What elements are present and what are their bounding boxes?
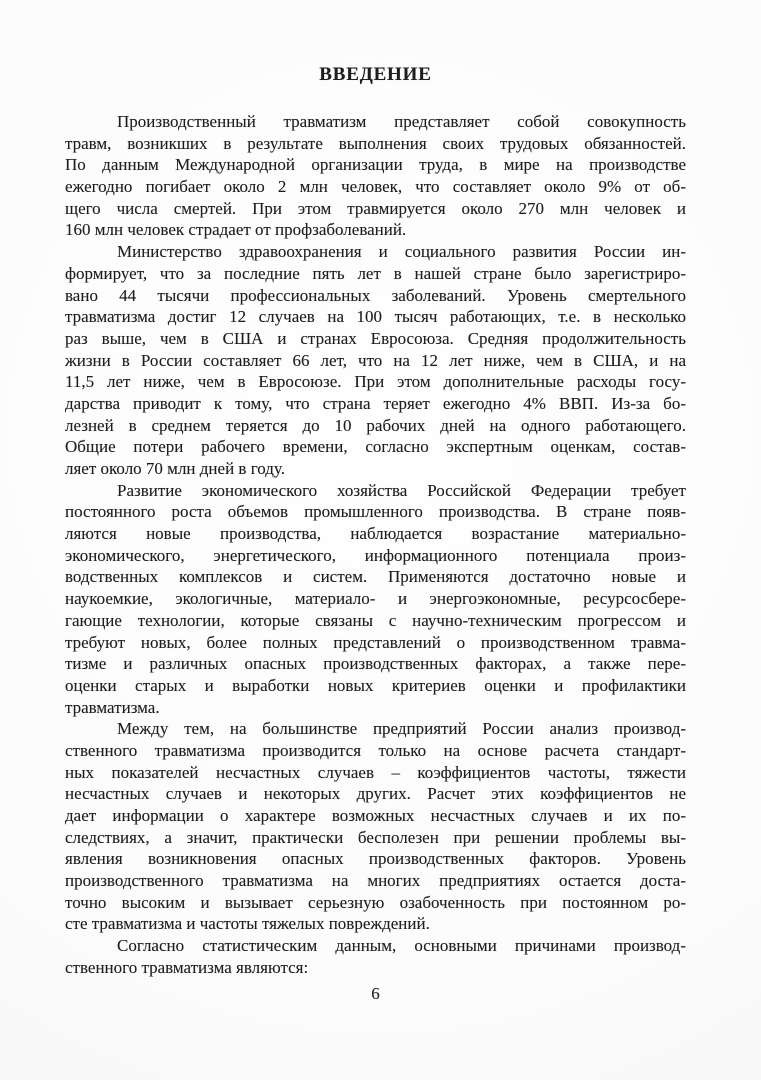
- text-line: вано 44 тысячи профессиональных заболеваний. Уровень смертельного: [65, 285, 686, 305]
- text-line: Развитие экономического хозяйства Российской Федерации требует: [117, 480, 686, 500]
- text-line: лезней в среднем теряется до 10 рабочих дней на одного работающего.: [65, 415, 686, 435]
- paragraph: [65, 935, 686, 978]
- text-line: 160 млн человек страдает от профзаболеваний.: [65, 220, 407, 240]
- text-line: постоянного роста объемов промышленного производства. В стране появ-: [65, 502, 686, 522]
- text-line: Между тем, на большинстве предприятий России анализ производ-: [117, 719, 686, 739]
- text-line: водственных комплексов и систем. Применяются достаточно новые и: [65, 567, 686, 587]
- text-line: ственного травматизма производится только на основе расчета стандарт-: [65, 740, 686, 760]
- page-title: ВВЕДЕНИЕ: [319, 64, 432, 85]
- text-line: требуют новых, более полных представлений о производственном травма-: [65, 632, 686, 652]
- text-line: раз выше, чем в США и странах Евросоюза. Средняя продолжительность: [65, 328, 686, 348]
- text-line: следствиях, а значит, практически бесполезен при решении проблемы вы-: [65, 827, 686, 847]
- text-line: Согласно статистическим данным, основными причинами производ-: [117, 936, 686, 956]
- text-line: оценки старых и выработки новых критериев оценки и профилактики: [65, 675, 686, 695]
- text-line: сте травматизма и частоты тяжелых повреждений.: [65, 914, 430, 934]
- text-line: Министерство здравоохранения и социального развития России ин-: [117, 242, 686, 262]
- text-line: ляются новые производства, наблюдается возрастание материально-: [65, 524, 686, 544]
- text-block: [65, 0, 686, 979]
- text-line: производственного травматизма на многих предприятиях остается доста-: [65, 871, 686, 891]
- text-line: точно высоким и вызывает серьезную озабоченность при постоянном ро-: [65, 892, 686, 912]
- document-body: [65, 111, 686, 979]
- text-line: формирует, что за последние пять лет в нашей стране было зарегистриро-: [65, 263, 686, 283]
- text-line: травм, возникших в результате выполнения своих трудовых обязанностей.: [65, 133, 686, 153]
- text-line: несчастных случаев и некоторых других. Расчет этих коэффициентов не: [65, 784, 686, 804]
- text-line: явления возникновения опасных производственных факторов. Уровень: [65, 849, 686, 869]
- text-line: Производственный травматизм представляет собой совокупность: [117, 112, 686, 131]
- text-line: По данным Международной организации труда, в мире на производстве: [65, 155, 686, 175]
- text-line: ственного травматизма являются:: [65, 957, 309, 977]
- text-line: травматизма.: [65, 697, 160, 717]
- text-line: тизме и различных опасных производственных факторах, а также пере-: [65, 654, 686, 674]
- text-line: травматизма достиг 12 случаев на 100 тысяч работающих, т.е. в несколько: [65, 307, 686, 327]
- paragraph: [65, 718, 686, 935]
- text-line: ных показателей несчастных случаев – коэффициентов частоты, тяжести: [65, 762, 686, 782]
- text-line: ежегодно погибает около 2 млн человек, что составляет около 9% от об-: [65, 177, 686, 197]
- paragraph: [65, 241, 686, 480]
- text-line: Общие потери рабочего времени, согласно экспертным оценкам, состав-: [65, 437, 686, 457]
- page-number: 6: [371, 984, 380, 1003]
- text-line: наукоемкие, экологичные, материало- и энергоэкономные, ресурсосбере-: [65, 589, 686, 609]
- text-line: дает информации о характере возможных несчастных случаев и их по-: [65, 806, 686, 825]
- text-line: гающие технологии, которые связаны с научно-техническим прогрессом и: [65, 610, 686, 630]
- text-line: ляет около 70 млн дней в году.: [65, 459, 285, 478]
- paragraph: [65, 111, 686, 241]
- text-line: жизни в России составляет 66 лет, что на 12 лет ниже, чем в США, и на: [65, 350, 686, 370]
- text-line: 11,5 лет ниже, чем в Евросоюзе. При этом дополнительные расходы госу-: [65, 372, 686, 392]
- text-line: щего числа смертей. При этом травмируется около 270 млн человек и: [65, 198, 686, 218]
- text-line: дарства приводит к тому, что страна теряет ежегодно 4% ВВП. Из-за бо-: [65, 393, 686, 413]
- text-line: экономического, энергетического, информационного потенциала произ-: [65, 545, 686, 565]
- paragraph: [65, 480, 686, 719]
